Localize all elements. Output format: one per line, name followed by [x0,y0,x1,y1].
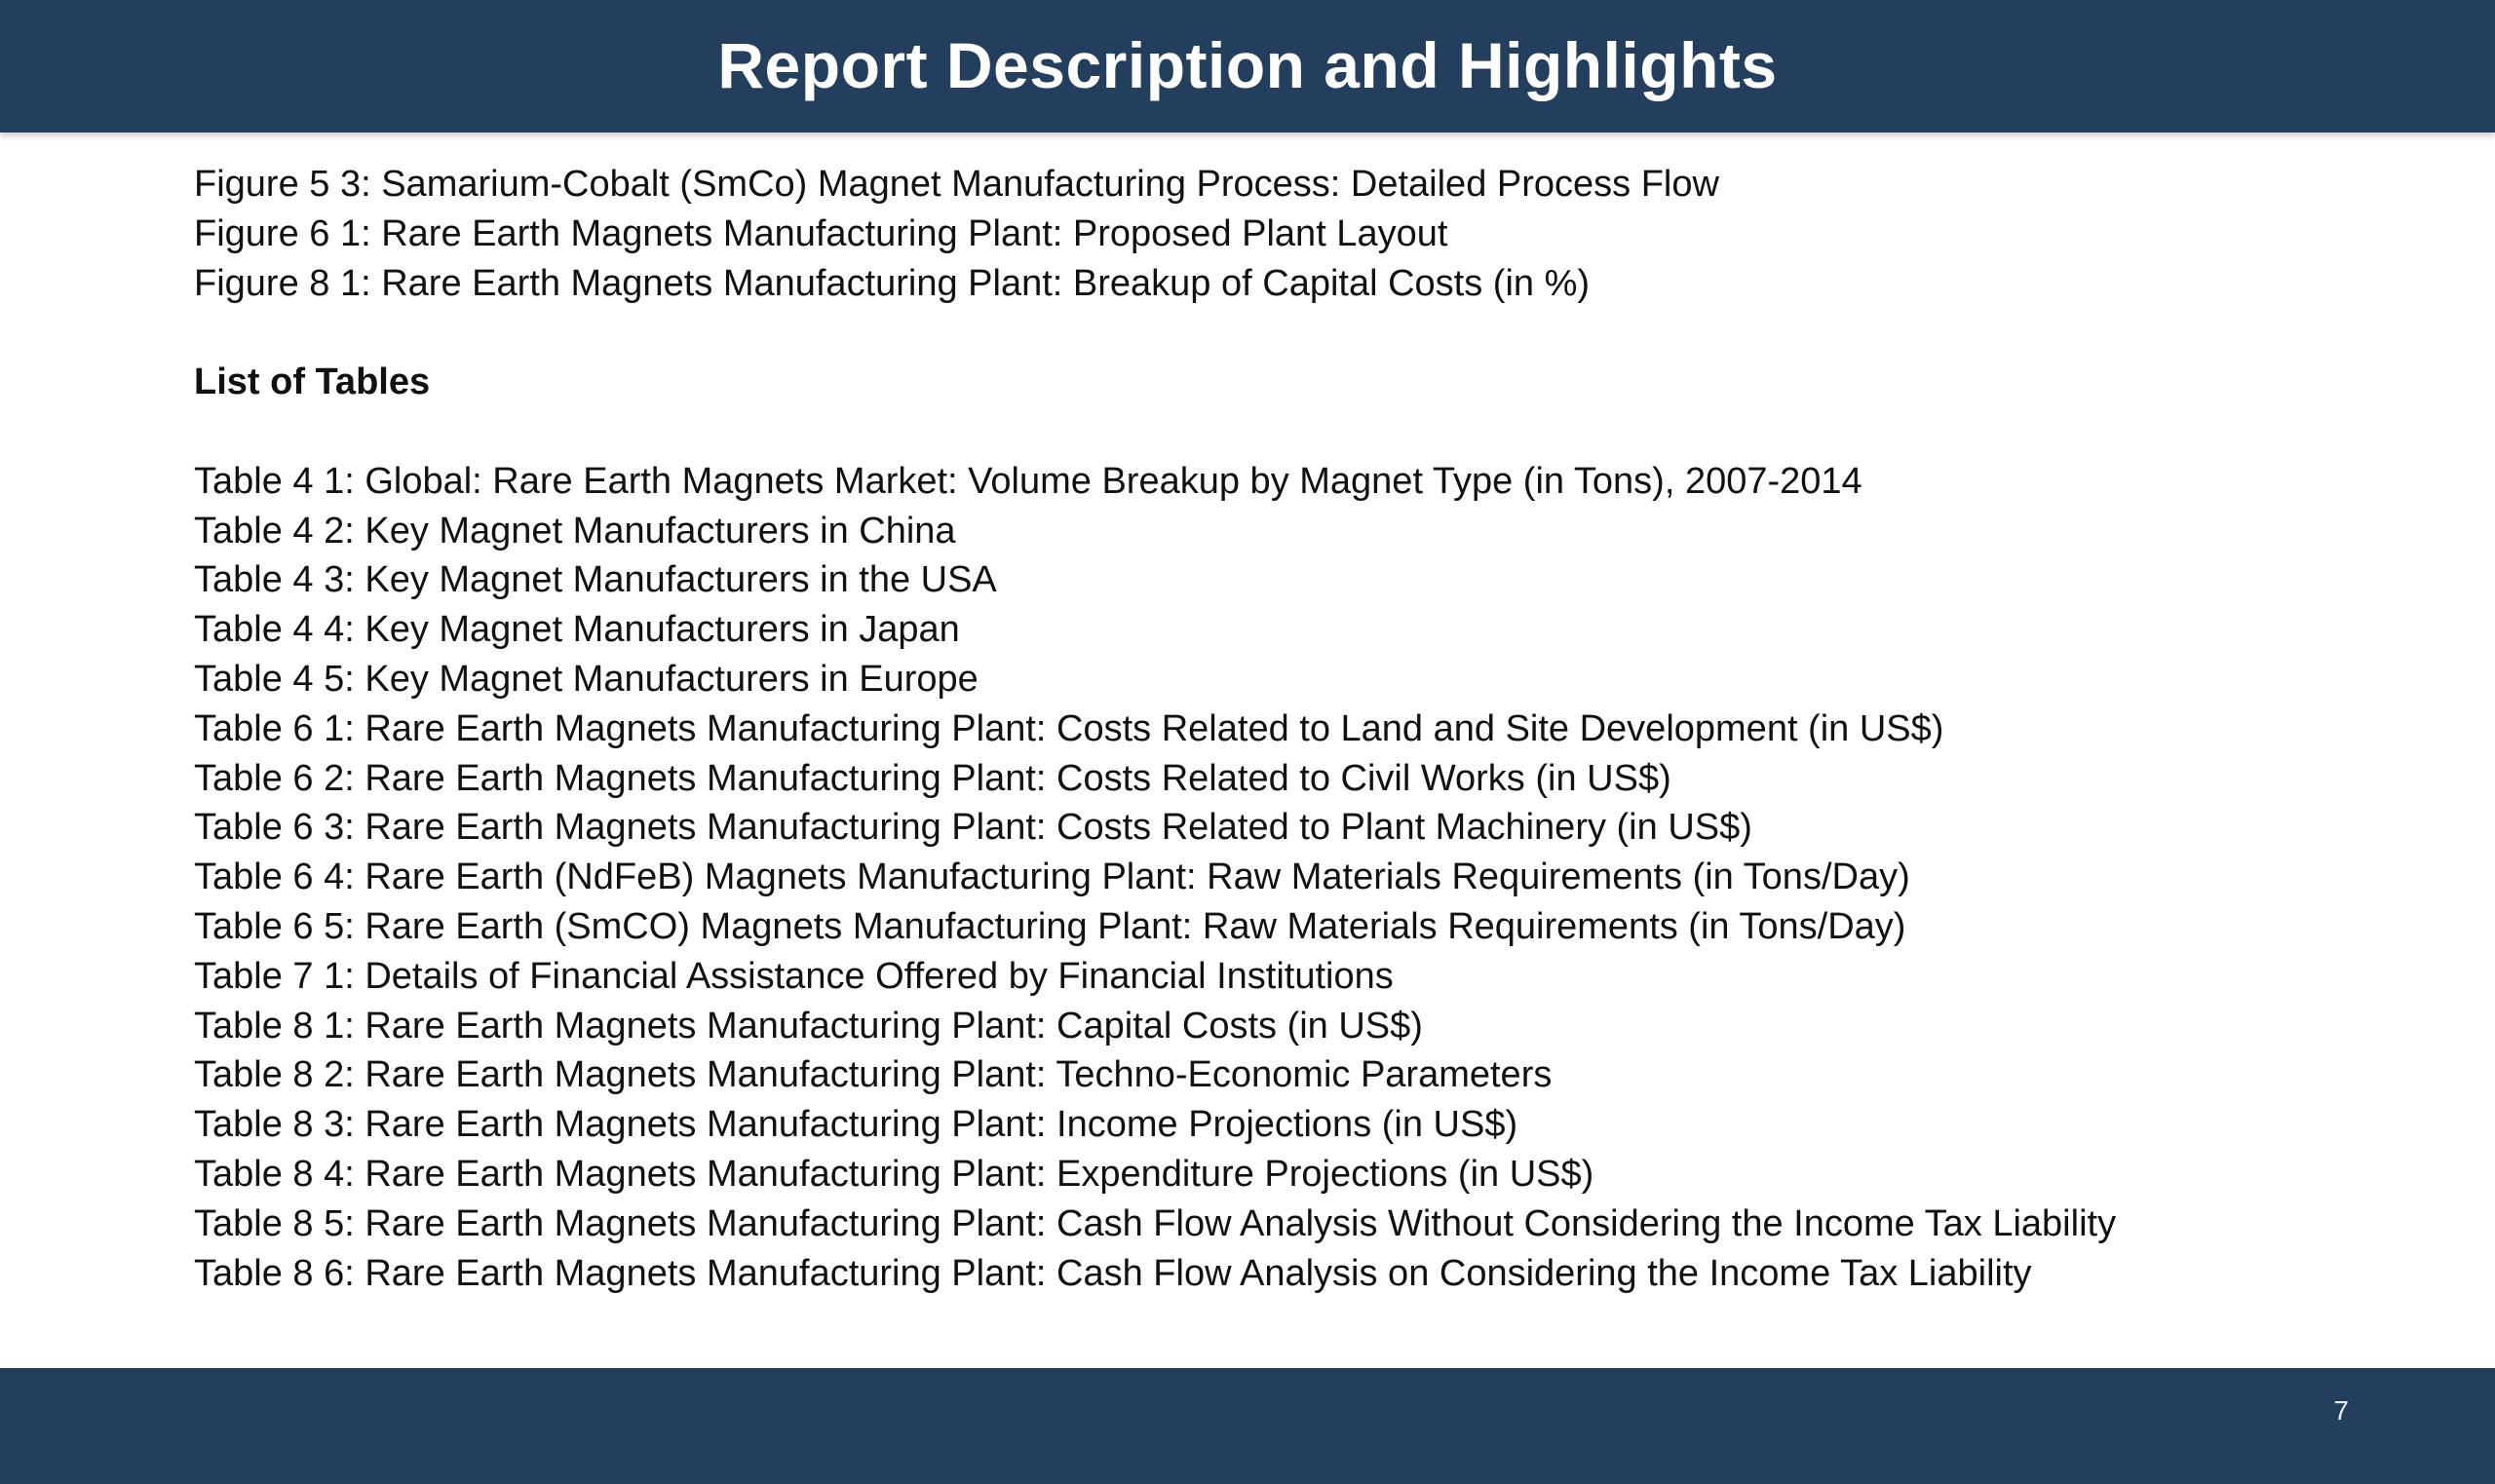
spacer [194,407,2416,457]
spacer [194,308,2416,358]
table-item: Table 8 2: Rare Earth Magnets Manufacturing Plant: Techno-Economic Parameters [194,1054,1553,1096]
figure-item: Figure 5 3: Samarium-Cobalt (SmCo) Magnet Manufacturing Process: Detailed Process Flow [194,164,1719,205]
table-item: Table 4 2: Key Magnet Manufacturers in China [194,510,956,552]
header-bar [0,0,2495,133]
footer-bar [0,1368,2495,1484]
table-item: Table 6 4: Rare Earth (NdFeB) Magnets Manufacturing Plant: Raw Materials Requirements (in Tons/Day) [194,856,1910,898]
page-number: 7 [2333,1395,2349,1426]
table-item: Table 4 1: Global: Rare Earth Magnets Market: Volume Breakup by Magnet Type (in Tons), 2007-2014 [194,460,1862,502]
figure-item: Figure 8 1: Rare Earth Magnets Manufacturing Plant: Breakup of Capital Costs (in %) [194,262,1591,304]
table-item: Table 4 4: Key Magnet Manufacturers in Japan [194,609,960,651]
table-item: Table 6 5: Rare Earth (SmCO) Magnets Manufacturing Plant: Raw Materials Requirements (in Tons/Day) [194,905,1906,947]
list-of-tables-heading: List of Tables [194,361,431,403]
content-area [194,160,2416,1298]
table-item: Table 4 5: Key Magnet Manufacturers in Europe [194,658,979,700]
page-title: Report Description and Highlights [717,29,1778,101]
table-item: Table 8 5: Rare Earth Magnets Manufacturing Plant: Cash Flow Analysis Without Considering the Income Tax Liability [194,1202,2117,1244]
table-item: Table 6 2: Rare Earth Magnets Manufacturing Plant: Costs Related to Civil Works (in US$) [194,757,1671,799]
table-item: Table 8 3: Rare Earth Magnets Manufacturing Plant: Income Projections (in US$) [194,1104,1518,1146]
table-item: Table 8 4: Rare Earth Magnets Manufacturing Plant: Expenditure Projections (in US$) [194,1153,1594,1195]
figure-item: Figure 6 1: Rare Earth Magnets Manufacturing Plant: Proposed Plant Layout [194,212,1448,254]
table-item: Table 7 1: Details of Financial Assistance Offered by Financial Institutions [194,955,1394,997]
table-item: Table 6 3: Rare Earth Magnets Manufacturing Plant: Costs Related to Plant Machinery (in US$) [194,807,1752,849]
table-item: Table 4 3: Key Magnet Manufacturers in the USA [194,559,997,601]
table-item: Table 6 1: Rare Earth Magnets Manufacturing Plant: Costs Related to Land and Site Development (in US$) [194,707,1944,749]
table-item: Table 8 1: Rare Earth Magnets Manufacturing Plant: Capital Costs (in US$) [194,1005,1423,1046]
table-item: Table 8 6: Rare Earth Magnets Manufacturing Plant: Cash Flow Analysis on Considering the Income Tax Liability [194,1252,2032,1294]
